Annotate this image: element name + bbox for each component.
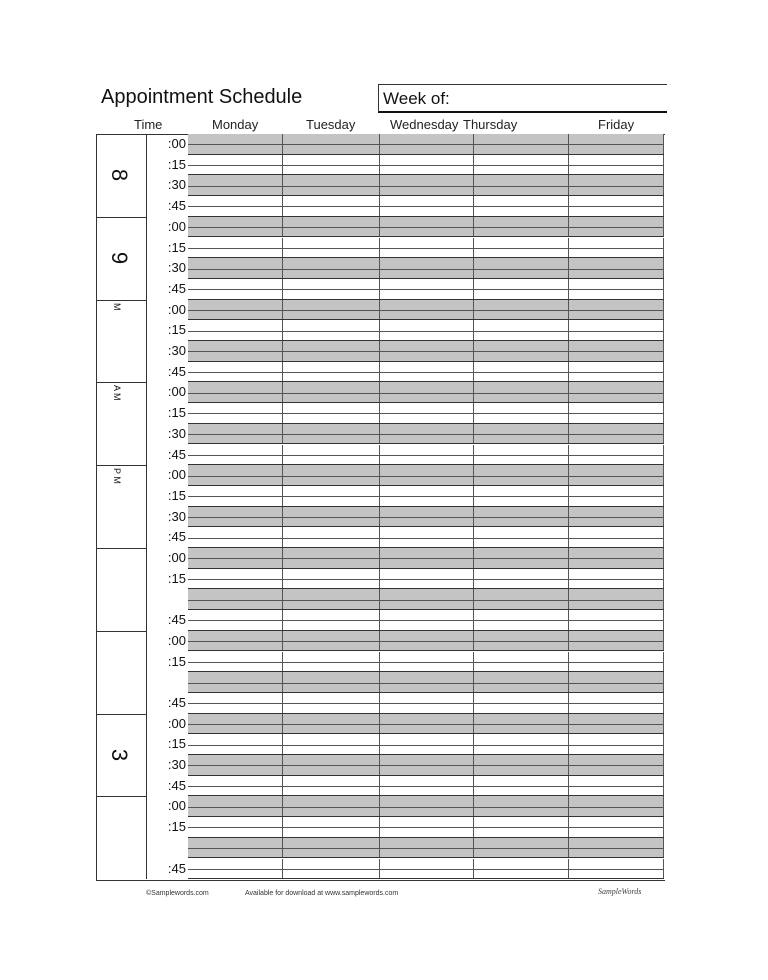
appointment-cell[interactable] bbox=[474, 527, 569, 548]
time-slot-row bbox=[146, 279, 664, 300]
appointment-cell[interactable] bbox=[188, 341, 283, 362]
appointment-cell[interactable] bbox=[569, 859, 664, 880]
appointment-cell[interactable] bbox=[380, 672, 474, 693]
appointment-cell[interactable] bbox=[569, 527, 664, 548]
ampm-label: P M bbox=[112, 468, 122, 485]
appointment-cell[interactable] bbox=[283, 589, 380, 610]
appointment-cell[interactable] bbox=[188, 796, 283, 817]
slot-label: :00 bbox=[167, 136, 186, 151]
appointment-cell[interactable] bbox=[283, 341, 380, 362]
appointment-cell[interactable] bbox=[380, 238, 474, 259]
appointment-cell[interactable] bbox=[569, 279, 664, 300]
time-slot-row bbox=[146, 424, 664, 445]
time-slot-row bbox=[146, 382, 664, 403]
appointment-cell[interactable] bbox=[569, 672, 664, 693]
slot-label: :15 bbox=[167, 405, 186, 421]
appointment-cell[interactable] bbox=[474, 672, 569, 693]
appointment-cell[interactable] bbox=[188, 486, 283, 507]
slot-label: :00 bbox=[167, 550, 186, 565]
appointment-cell[interactable] bbox=[380, 134, 474, 155]
time-slot-row bbox=[146, 796, 664, 817]
appointment-cell[interactable] bbox=[474, 382, 569, 403]
day-header-wednesday: Wednesday bbox=[390, 117, 459, 132]
appointment-cell[interactable] bbox=[474, 859, 569, 880]
appointment-cell[interactable] bbox=[380, 652, 474, 673]
appointment-cell[interactable] bbox=[474, 155, 569, 176]
appointment-cell[interactable] bbox=[569, 755, 664, 776]
time-slot-row bbox=[146, 776, 664, 797]
appointment-cell[interactable] bbox=[569, 693, 664, 714]
slot-label bbox=[146, 838, 188, 859]
time-slot-row bbox=[146, 238, 664, 259]
appointment-cell[interactable] bbox=[380, 155, 474, 176]
appointment-cell[interactable] bbox=[474, 279, 569, 300]
appointment-cell[interactable] bbox=[283, 424, 380, 445]
appointment-cell[interactable] bbox=[283, 196, 380, 217]
appointment-cell[interactable] bbox=[283, 755, 380, 776]
appointment-cell[interactable] bbox=[474, 258, 569, 279]
appointment-cell[interactable] bbox=[474, 341, 569, 362]
slot-label: :15 bbox=[167, 570, 186, 586]
appointment-cell[interactable] bbox=[283, 465, 380, 486]
hour-block bbox=[96, 714, 146, 798]
slot-label: :30 bbox=[167, 343, 186, 358]
appointment-cell[interactable] bbox=[380, 569, 474, 590]
appointment-cell[interactable] bbox=[188, 755, 283, 776]
slot-label: :45 bbox=[167, 694, 186, 710]
day-header-friday: Friday bbox=[598, 117, 635, 132]
appointment-cell[interactable] bbox=[188, 527, 283, 548]
appointment-cell[interactable] bbox=[474, 548, 569, 569]
appointment-cell[interactable] bbox=[569, 817, 664, 838]
slot-label: :00 bbox=[167, 384, 186, 400]
slot-label: :45 bbox=[167, 529, 186, 545]
appointment-cell[interactable] bbox=[380, 693, 474, 714]
slot-label: :15 bbox=[167, 239, 186, 255]
footer-copyright: ©Samplewords.com bbox=[146, 890, 209, 897]
hour-block bbox=[96, 300, 146, 384]
appointment-cell[interactable] bbox=[188, 817, 283, 838]
appointment-cell[interactable] bbox=[188, 258, 283, 279]
appointment-cell[interactable] bbox=[474, 486, 569, 507]
appointment-cell[interactable] bbox=[569, 382, 664, 403]
appointment-cell[interactable] bbox=[380, 755, 474, 776]
appointment-cell[interactable] bbox=[380, 445, 474, 466]
appointment-cell[interactable] bbox=[283, 507, 380, 528]
appointment-cell[interactable] bbox=[188, 548, 283, 569]
appointment-cell[interactable] bbox=[569, 589, 664, 610]
appointment-cell[interactable] bbox=[569, 217, 664, 238]
slot-label: :30 bbox=[167, 425, 186, 441]
appointment-cell[interactable] bbox=[283, 320, 380, 341]
appointment-cell[interactable] bbox=[188, 445, 283, 466]
time-slot-row bbox=[146, 548, 664, 569]
appointment-cell[interactable] bbox=[569, 341, 664, 362]
appointment-cell[interactable] bbox=[474, 403, 569, 424]
week-of-label: Week of: bbox=[383, 89, 450, 108]
slot-label: :00 bbox=[167, 301, 186, 317]
time-slot-row bbox=[146, 300, 664, 321]
appointment-cell[interactable] bbox=[569, 465, 664, 486]
appointment-cell[interactable] bbox=[188, 693, 283, 714]
week-of-field[interactable] bbox=[378, 84, 667, 113]
time-slot-row bbox=[146, 217, 664, 238]
time-slot-row bbox=[146, 445, 664, 466]
appointment-cell[interactable] bbox=[188, 175, 283, 196]
appointment-cell[interactable] bbox=[188, 217, 283, 238]
time-slot-row bbox=[146, 610, 664, 631]
time-slot-row bbox=[146, 527, 664, 548]
appointment-cell[interactable] bbox=[474, 589, 569, 610]
slot-label: :15 bbox=[167, 736, 186, 752]
time-slot-row bbox=[146, 734, 664, 755]
appointment-cell[interactable] bbox=[188, 652, 283, 673]
appointment-cell[interactable] bbox=[283, 155, 380, 176]
time-slot-row bbox=[146, 196, 664, 217]
hour-block bbox=[96, 382, 146, 466]
hour-column bbox=[96, 134, 147, 879]
row-divider bbox=[188, 878, 664, 879]
appointment-cell[interactable] bbox=[569, 776, 664, 797]
appointment-cell[interactable] bbox=[283, 403, 380, 424]
slot-label: :30 bbox=[167, 757, 186, 772]
hour-label: 3 bbox=[107, 748, 132, 762]
appointment-cell[interactable] bbox=[188, 610, 283, 631]
slot-label: :45 bbox=[167, 280, 186, 296]
appointment-cell[interactable] bbox=[283, 279, 380, 300]
slot-label: :00 bbox=[167, 632, 186, 648]
slot-label: :30 bbox=[167, 260, 186, 276]
appointment-cell[interactable] bbox=[474, 238, 569, 259]
appointment-cell[interactable] bbox=[283, 362, 380, 383]
appointment-cell[interactable] bbox=[474, 362, 569, 383]
hour-label: 8 bbox=[107, 169, 132, 182]
slot-label: :15 bbox=[167, 819, 186, 835]
appointment-cell[interactable] bbox=[474, 817, 569, 838]
time-slot-row bbox=[146, 362, 664, 383]
appointment-cell[interactable] bbox=[380, 734, 474, 755]
appointment-cell[interactable] bbox=[188, 465, 283, 486]
appointment-cell[interactable] bbox=[569, 300, 664, 321]
appointment-cell[interactable] bbox=[283, 175, 380, 196]
hour-block bbox=[96, 796, 146, 880]
appointment-cell[interactable] bbox=[474, 610, 569, 631]
appointment-cell[interactable] bbox=[380, 217, 474, 238]
ampm-label: M bbox=[112, 302, 122, 311]
appointment-cell[interactable] bbox=[283, 569, 380, 590]
appointment-cell[interactable] bbox=[283, 734, 380, 755]
slot-label: :15 bbox=[167, 653, 186, 669]
day-header-tuesday: Tuesday bbox=[306, 117, 356, 132]
hour-block bbox=[96, 134, 146, 218]
appointment-cell[interactable] bbox=[188, 382, 283, 403]
appointment-cell[interactable] bbox=[283, 859, 380, 880]
slot-label: :00 bbox=[167, 467, 186, 483]
appointment-cell[interactable] bbox=[474, 796, 569, 817]
appointment-cell[interactable] bbox=[474, 569, 569, 590]
time-slot-row bbox=[146, 320, 664, 341]
appointment-cell[interactable] bbox=[380, 714, 474, 735]
time-slot-row bbox=[146, 569, 664, 590]
slot-label: :00 bbox=[167, 798, 186, 814]
appointment-cell[interactable] bbox=[283, 693, 380, 714]
appointment-cell[interactable] bbox=[283, 217, 380, 238]
appointment-cell[interactable] bbox=[380, 424, 474, 445]
appointment-cell[interactable] bbox=[188, 631, 283, 652]
appointment-cell[interactable] bbox=[569, 258, 664, 279]
slot-label: :45 bbox=[167, 860, 186, 876]
appointment-cell[interactable] bbox=[283, 548, 380, 569]
appointment-cell[interactable] bbox=[380, 382, 474, 403]
appointment-cell[interactable] bbox=[474, 134, 569, 155]
appointment-cell[interactable] bbox=[380, 196, 474, 217]
time-slot-row bbox=[146, 341, 664, 362]
time-slot-row bbox=[146, 465, 664, 486]
appointment-cell[interactable] bbox=[380, 341, 474, 362]
appointment-cell[interactable] bbox=[569, 196, 664, 217]
appointment-cell[interactable] bbox=[283, 382, 380, 403]
appointment-cell[interactable] bbox=[380, 631, 474, 652]
appointment-cell[interactable] bbox=[188, 362, 283, 383]
appointment-cell[interactable] bbox=[474, 445, 569, 466]
appointment-cell[interactable] bbox=[283, 300, 380, 321]
time-slot-row bbox=[146, 672, 664, 693]
appointment-cell[interactable] bbox=[569, 445, 664, 466]
appointment-cell[interactable] bbox=[283, 527, 380, 548]
hour-label: 9 bbox=[107, 252, 132, 265]
appointment-cell[interactable] bbox=[283, 445, 380, 466]
appointment-cell[interactable] bbox=[188, 155, 283, 176]
slot-label: :45 bbox=[167, 777, 186, 793]
time-slot-row bbox=[146, 755, 664, 776]
appointment-cell[interactable] bbox=[188, 714, 283, 735]
appointment-cell[interactable] bbox=[380, 486, 474, 507]
appointment-cell[interactable] bbox=[188, 134, 283, 155]
slot-label: :45 bbox=[167, 612, 186, 628]
time-slot-row bbox=[146, 155, 664, 176]
appointment-cell[interactable] bbox=[474, 300, 569, 321]
time-slot-row bbox=[146, 403, 664, 424]
slot-label: :45 bbox=[167, 363, 186, 379]
appointment-cell[interactable] bbox=[380, 320, 474, 341]
appointment-cell[interactable] bbox=[474, 755, 569, 776]
appointment-cell[interactable] bbox=[474, 714, 569, 735]
time-slot-row bbox=[146, 693, 664, 714]
appointment-cell[interactable] bbox=[380, 838, 474, 859]
appointment-cell[interactable] bbox=[474, 507, 569, 528]
appointment-cell[interactable] bbox=[569, 734, 664, 755]
time-slot-row bbox=[146, 714, 664, 735]
appointment-cell[interactable] bbox=[474, 838, 569, 859]
appointment-cell[interactable] bbox=[188, 279, 283, 300]
appointment-cell[interactable] bbox=[569, 403, 664, 424]
appointment-cell[interactable] bbox=[380, 859, 474, 880]
appointment-cell[interactable] bbox=[569, 838, 664, 859]
appointment-cell[interactable] bbox=[380, 589, 474, 610]
slot-label: :30 bbox=[167, 177, 186, 193]
appointment-cell[interactable] bbox=[283, 134, 380, 155]
time-slot-row bbox=[146, 507, 664, 528]
appointment-cell[interactable] bbox=[569, 362, 664, 383]
appointment-cell[interactable] bbox=[283, 776, 380, 797]
appointment-cell[interactable] bbox=[188, 196, 283, 217]
time-slot-row bbox=[146, 134, 664, 155]
appointment-cell[interactable] bbox=[283, 486, 380, 507]
appointment-cell[interactable] bbox=[380, 300, 474, 321]
day-header-monday: Monday bbox=[212, 117, 259, 132]
appointment-cell[interactable] bbox=[474, 217, 569, 238]
slot-label: :45 bbox=[167, 446, 186, 462]
appointment-cell[interactable] bbox=[474, 175, 569, 196]
appointment-cell[interactable] bbox=[380, 548, 474, 569]
appointment-cell[interactable] bbox=[283, 817, 380, 838]
appointment-cell[interactable] bbox=[569, 796, 664, 817]
appointment-cell[interactable] bbox=[474, 196, 569, 217]
samplewords-logo: SampleWords bbox=[598, 887, 642, 896]
appointment-cell[interactable] bbox=[569, 507, 664, 528]
time-slot-row bbox=[146, 859, 664, 880]
appointment-cell[interactable] bbox=[283, 652, 380, 673]
appointment-cell[interactable] bbox=[569, 486, 664, 507]
hour-block bbox=[96, 548, 146, 632]
appointment-cell[interactable] bbox=[188, 424, 283, 445]
time-slot-row bbox=[146, 631, 664, 652]
appointment-cell[interactable] bbox=[380, 776, 474, 797]
appointment-cell[interactable] bbox=[380, 610, 474, 631]
appointment-cell[interactable] bbox=[569, 548, 664, 569]
appointment-cell[interactable] bbox=[380, 362, 474, 383]
time-slot-row bbox=[146, 175, 664, 196]
appointment-cell[interactable] bbox=[474, 693, 569, 714]
slot-label: :15 bbox=[167, 156, 186, 172]
appointment-cell[interactable] bbox=[569, 424, 664, 445]
appointment-cell[interactable] bbox=[188, 589, 283, 610]
slot-label: :00 bbox=[167, 715, 186, 731]
appointment-cell[interactable] bbox=[283, 714, 380, 735]
footer-download: Available for download at www.samplewords.com bbox=[245, 890, 399, 897]
appointment-cell[interactable] bbox=[569, 569, 664, 590]
time-slot-row bbox=[146, 838, 664, 859]
appointment-cell[interactable] bbox=[188, 776, 283, 797]
appointment-cell[interactable] bbox=[380, 403, 474, 424]
slot-label: :30 bbox=[167, 508, 186, 524]
appointment-cell[interactable] bbox=[569, 238, 664, 259]
slot-label bbox=[146, 672, 188, 693]
slot-label: :45 bbox=[167, 198, 186, 214]
appointment-cell[interactable] bbox=[380, 175, 474, 196]
time-header: Time bbox=[134, 117, 163, 132]
appointment-cell[interactable] bbox=[283, 796, 380, 817]
appointment-cell[interactable] bbox=[188, 320, 283, 341]
appointment-cell[interactable] bbox=[188, 507, 283, 528]
hour-block bbox=[96, 631, 146, 715]
appointment-cell[interactable] bbox=[380, 258, 474, 279]
appointment-cell[interactable] bbox=[569, 714, 664, 735]
appointment-cell[interactable] bbox=[474, 734, 569, 755]
appointment-cell[interactable] bbox=[474, 776, 569, 797]
time-slot-row bbox=[146, 652, 664, 673]
appointment-cell[interactable] bbox=[380, 465, 474, 486]
appointment-cell[interactable] bbox=[188, 403, 283, 424]
appointment-cell[interactable] bbox=[474, 424, 569, 445]
appointment-cell[interactable] bbox=[569, 155, 664, 176]
appointment-cell[interactable] bbox=[474, 465, 569, 486]
slot-label: :15 bbox=[167, 487, 186, 503]
appointment-cell[interactable] bbox=[569, 175, 664, 196]
slot-label: :00 bbox=[167, 218, 186, 234]
appointment-cell[interactable] bbox=[188, 238, 283, 259]
appointment-cell[interactable] bbox=[380, 817, 474, 838]
slot-label bbox=[146, 589, 188, 610]
appointment-cell[interactable] bbox=[380, 507, 474, 528]
time-slot-row bbox=[146, 589, 664, 610]
appointment-cell[interactable] bbox=[569, 631, 664, 652]
appointment-cell[interactable] bbox=[569, 320, 664, 341]
appointment-cell[interactable] bbox=[188, 859, 283, 880]
ampm-label: A M bbox=[112, 385, 122, 401]
appointment-cell[interactable] bbox=[569, 134, 664, 155]
appointment-cell[interactable] bbox=[188, 672, 283, 693]
appointment-cell[interactable] bbox=[380, 279, 474, 300]
time-slot-row bbox=[146, 258, 664, 279]
appointment-cell[interactable] bbox=[188, 734, 283, 755]
page-title: Appointment Schedule bbox=[101, 86, 303, 108]
appointment-cell[interactable] bbox=[380, 796, 474, 817]
appointment-cell[interactable] bbox=[569, 652, 664, 673]
appointment-cell[interactable] bbox=[380, 527, 474, 548]
slot-label: :15 bbox=[167, 322, 186, 338]
time-slot-row bbox=[146, 817, 664, 838]
appointment-cell[interactable] bbox=[283, 672, 380, 693]
appointment-cell[interactable] bbox=[283, 238, 380, 259]
hour-block bbox=[96, 465, 146, 549]
appointment-cell[interactable] bbox=[283, 258, 380, 279]
appointment-cell[interactable] bbox=[188, 838, 283, 859]
day-header-thursday: Thursday bbox=[463, 117, 518, 132]
hour-block bbox=[96, 217, 146, 301]
appointment-cell[interactable] bbox=[474, 631, 569, 652]
appointment-cell[interactable] bbox=[188, 300, 283, 321]
appointment-cell[interactable] bbox=[188, 569, 283, 590]
appointment-cell[interactable] bbox=[283, 610, 380, 631]
time-slot-row bbox=[146, 486, 664, 507]
appointment-cell[interactable] bbox=[283, 631, 380, 652]
appointment-cell[interactable] bbox=[569, 610, 664, 631]
appointment-cell[interactable] bbox=[474, 652, 569, 673]
appointment-cell[interactable] bbox=[283, 838, 380, 859]
appointment-cell[interactable] bbox=[474, 320, 569, 341]
